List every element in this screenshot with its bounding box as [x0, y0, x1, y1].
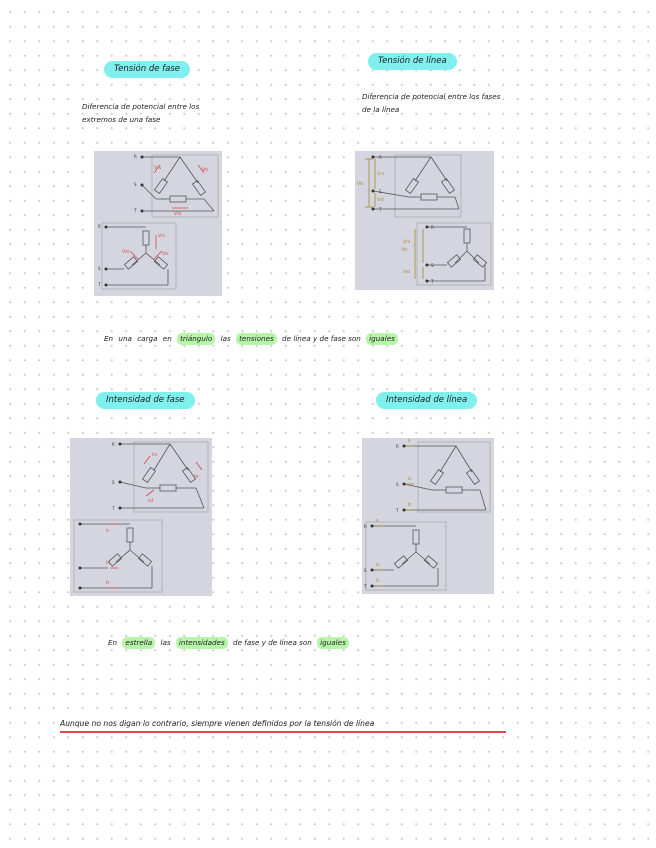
word: de línea y de fase son [282, 334, 361, 343]
terminal-s: S [379, 189, 382, 194]
terminal-s: S [364, 568, 367, 573]
highlight-iguales: iguales [317, 637, 349, 649]
terminal-r: R [364, 524, 367, 529]
terminal-r: R [134, 154, 137, 159]
diagram-line-current [362, 438, 494, 594]
definition-tension-linea: Diferencia de potencial entre los fases de la línea [362, 92, 501, 114]
terminal-t: T [396, 508, 399, 513]
word: de fase y de línea son [233, 638, 312, 647]
label-vst: Vst [403, 270, 411, 275]
title-tension-fase: Tensión de fase [104, 61, 190, 78]
terminal-t: T [98, 282, 101, 287]
terminal-r: R [396, 444, 399, 449]
diagram-phase-voltage [94, 151, 222, 296]
conclusion-current [108, 637, 352, 649]
title-intensidad-linea: Intensidad de línea [376, 392, 477, 409]
diagram-phase-current [70, 438, 212, 596]
word: En [108, 638, 118, 647]
conclusion-voltage [104, 333, 401, 345]
terminal-s: S [98, 266, 101, 271]
label-it: It [376, 579, 380, 584]
word: una [118, 334, 132, 343]
title-intensidad-fase: Intensidad de fase [96, 392, 195, 409]
title-tension-linea: Tensión de línea [368, 53, 457, 70]
word: las [220, 334, 231, 343]
label-irs: Irs [152, 453, 158, 458]
label-vst: Vst [122, 250, 130, 255]
label-vst: Vst [174, 212, 182, 217]
label-vtr: Vtr [202, 168, 209, 173]
label-is: Is [408, 477, 412, 482]
label-vrs: Vrs [158, 234, 166, 239]
label-vrs: Vrs [154, 166, 162, 171]
label-vrs: Vrs [377, 172, 385, 177]
highlight-estrella: estrella [122, 637, 155, 649]
word: En [104, 334, 114, 343]
label-ir: Ir [408, 439, 412, 444]
terminal-s: S [112, 480, 115, 485]
label-it: It [106, 581, 110, 586]
label-ist: Ist [148, 499, 154, 504]
label-itr: Itr [194, 475, 199, 480]
terminal-r: R [98, 224, 101, 229]
highlight-triangulo: triángulo [177, 333, 215, 345]
label-vtr: Vtr [357, 182, 364, 187]
word: en [162, 334, 172, 343]
terminal-r: R [431, 225, 434, 230]
terminal-t: T [134, 208, 137, 213]
word: carga [137, 334, 158, 343]
label-vrs: Vrs [403, 240, 411, 245]
terminal-s: S [431, 263, 434, 268]
terminal-s: S [134, 182, 137, 187]
terminal-r: R [379, 155, 382, 160]
terminal-t: T [364, 584, 367, 589]
terminal-t: T [379, 207, 382, 212]
terminal-s: S [396, 482, 399, 487]
terminal-r: R [112, 442, 115, 447]
label-vst: Vst [377, 198, 385, 203]
highlight-tensiones: tensiones [236, 333, 277, 345]
label-it: It [408, 503, 412, 508]
label-ir: Ir [376, 519, 380, 524]
highlight-intensidades: intensidades [176, 637, 228, 649]
label-ir: Ir [106, 529, 110, 534]
terminal-t: T [431, 279, 434, 284]
diagram-line-voltage [355, 151, 494, 290]
label-is: Is [376, 563, 380, 568]
closing-note: Aunque no nos digan lo contrario, siempre vienen definidos por la tensión de línea [60, 719, 506, 733]
label-vtr: Vtr [401, 248, 408, 253]
label-vtr: Vtr [162, 252, 169, 257]
label-is: Is [106, 561, 110, 566]
word: las [160, 638, 171, 647]
highlight-iguales: iguales [366, 333, 398, 345]
definition-tension-fase: Diferencia de potencial entre los extremos de una fase [82, 102, 200, 124]
terminal-t: T [112, 506, 115, 511]
